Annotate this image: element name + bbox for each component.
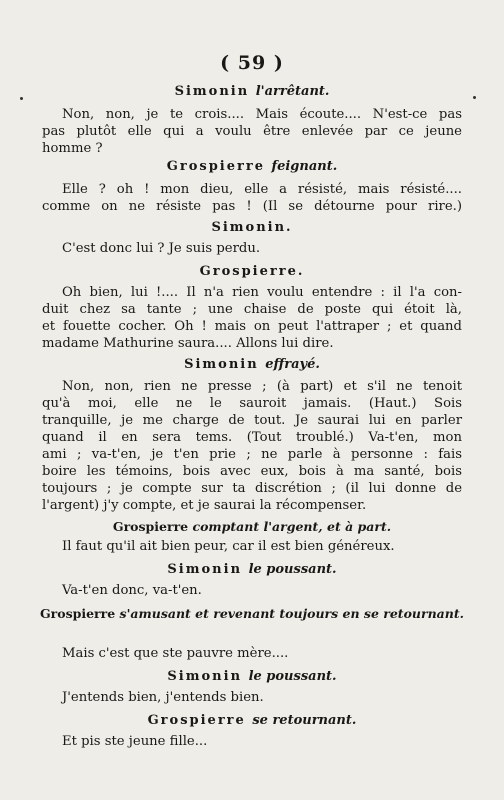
stage-direction: le poussant. [248,669,337,684]
speaker-heading [0,220,504,235]
speaker-heading [0,562,504,577]
speaker-name: Simonin [174,84,250,99]
speaker-heading [0,159,504,174]
speaker-heading [0,519,504,534]
stage-direction: effrayé. [265,357,320,372]
speaker-heading [0,357,504,372]
speaker-heading [0,669,504,684]
speaker-name: Simonin [184,357,259,372]
print-speck [20,97,23,100]
text-line: madame Mathurine saura.... Allons lui dire. [42,336,334,351]
speaker-name: Grospierre [39,606,116,621]
print-speck [473,96,476,99]
speaker-name: Simonin [167,562,243,577]
stage-direction: comptant l'argent, et à part. [192,519,392,534]
text-line: Mais c'est que ste pauvre mère.... [62,646,289,661]
text-line: J'entends bien, j'entends bien. [62,690,264,705]
text-line: pas plutôt elle qui a voulu être enlevée par ce jeune [42,124,462,139]
text-line: Non, non, rien ne presse ; (à part) et s'il ne tenoit [62,379,462,394]
speaker-name: Grospierre [112,519,189,534]
text-line: l'argent) j'y compte, et je saurai la récompenser. [42,498,367,513]
page-number: ( 59 ) [220,52,284,74]
text-line: quand il en sera tems. (Tout troublé.) Va-t'en, mon [42,430,462,445]
speaker-heading [36,606,468,622]
text-line: tranquille, je me charge de tout. Je saurai lui en parler [42,413,462,428]
text-line: qu'à moi, elle ne le sauroit jamais. (Haut.) Sois [42,396,462,411]
text-line: homme ? [42,141,103,156]
text-line: duit chez sa tante ; une chaise de poste qui étoit là, [42,302,462,317]
text-line: Et pis ste jeune fille... [62,734,208,749]
stage-direction: feignant. [271,159,338,174]
text-line: Il faut qu'il ait bien peur, car il est bien généreux. [62,539,395,554]
speaker-name: Grospierre [166,159,265,174]
text-line: boire les témoins, bois avec eux, bois à ma santé, bois [42,464,462,479]
speaker-heading [0,713,504,728]
speaker-heading [0,84,504,99]
speaker-heading [0,264,504,279]
stage-direction: s'amusant et revenant toujours en se retournant. [119,606,464,621]
text-line: toujours ; je compte sur ta discrétion ; (il lui donne de [42,481,462,496]
text-line: ami ; va-t'en, je t'en prie ; ne parle à personne : fais [42,447,462,462]
text-line: et fouette cocher. Oh ! mais on peut l'attraper ; et quand [42,319,462,334]
text-line: Elle ? oh ! mon dieu, elle a résisté, mais résisté.... [62,182,462,197]
text-line: C'est donc lui ? Je suis perdu. [62,241,261,256]
stage-direction: l'arrêtant. [255,84,330,99]
speaker-name: Grospierre. [199,264,305,279]
speaker-name: Grospierre [147,713,246,728]
text-line: Oh bien, lui !.... Il n'a rien voulu entendre : il l'a con- [62,285,462,300]
stage-direction: se retournant. [252,713,357,728]
speaker-name: Simonin [167,669,243,684]
text-line: Non, non, je te crois.... Mais écoute.... N'est-ce pas [62,107,462,122]
stage-direction: le poussant. [248,562,337,577]
text-line: comme on ne résiste pas ! (Il se détourne pour rire.) [42,199,462,214]
speaker-name: Simonin. [211,220,293,235]
text-line: Va-t'en donc, va-t'en. [62,583,202,598]
